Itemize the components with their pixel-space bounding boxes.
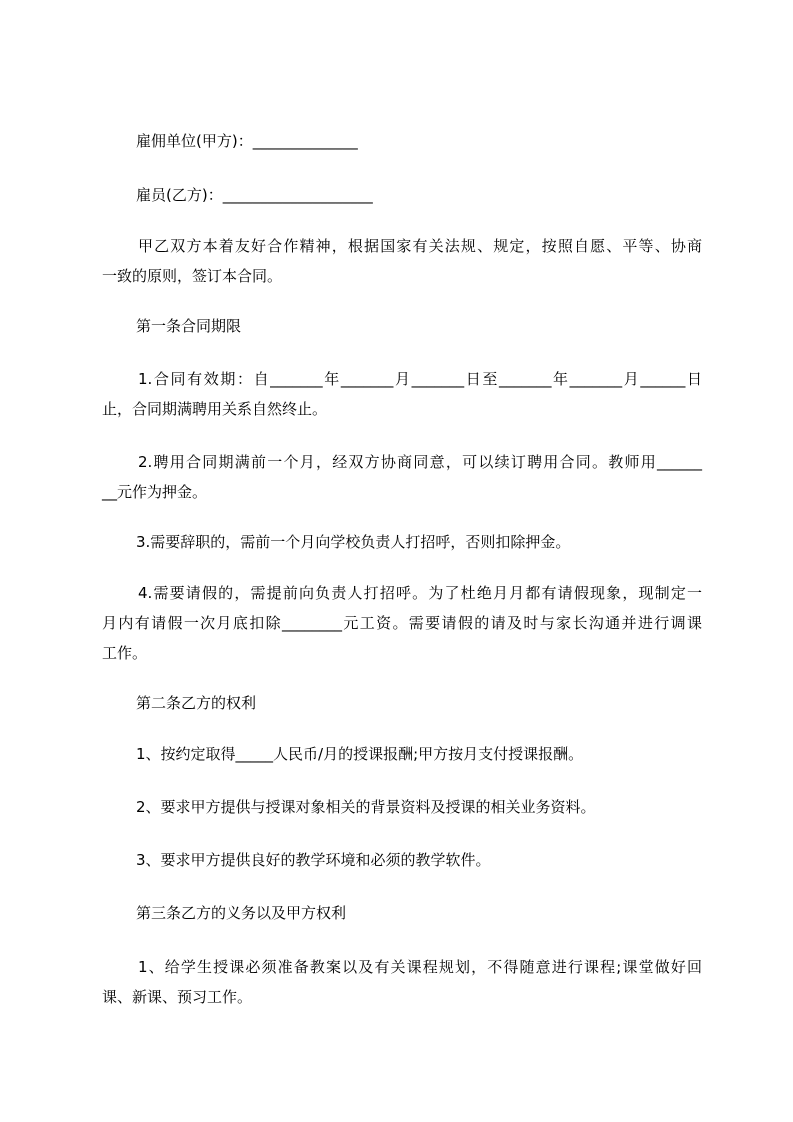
article-1-item-3-text: 3.需要辞职的，需前一个月向学校负责人打招呼，否则扣除押金。 (136, 533, 571, 551)
article-2-title-text: 第二条乙方的权利 (136, 694, 257, 712)
article-2-item-1-text: 1、按约定取得_____人民币/月的授课报酬;甲方按月支付授课报酬。 (136, 745, 584, 763)
party-a-text: 雇佣单位(甲方)：______________ (136, 132, 358, 150)
article-3-item-1-line-1: 1、给学生授课必须准备教案以及有关课程规划，不得随意进行课程;课堂做好回 (138, 958, 702, 976)
article-2-item-2-text: 2、要求甲方提供与授课对象相关的背景资料及授课的相关业务资料。 (136, 798, 596, 816)
article-1-title-text: 第一条合同期限 (136, 317, 242, 335)
party-a-line (136, 126, 736, 156)
article-3-item-1 (102, 952, 702, 1012)
article-1-item-4-line-2: 月内有请假一次月底扣除________元工资。需要请假的请及时与家长沟通并进行调课 (102, 614, 702, 632)
article-1-item-1-line-2: 止，合同期满聘用关系自然终止。 (102, 400, 328, 418)
article-3-item-1-line-2: 课、新课、预习工作。 (102, 988, 253, 1006)
article-3-title-text: 第三条乙方的义务以及甲方权利 (136, 904, 347, 922)
article-1-item-1 (102, 364, 702, 424)
article-1-item-4-line-3: 工作。 (102, 644, 148, 662)
article-2-item-2 (136, 792, 736, 822)
article-2-item-3-text: 3、要求甲方提供良好的教学环境和必须的教学软件。 (136, 851, 491, 869)
article-1-item-4-line-1: 4.需要请假的，需提前向负责人打招呼。为了杜绝月月都有请假现象，现制定一 (138, 584, 702, 602)
article-2-item-1 (136, 739, 736, 769)
intro-line-2: 一致的原则，签订本合同。 (102, 267, 283, 285)
article-1-item-2 (102, 447, 702, 507)
article-1-item-4 (102, 578, 702, 668)
party-b-line (136, 180, 736, 210)
article-2-item-3 (136, 845, 736, 875)
article-2-title (136, 688, 736, 718)
intro-line-1: 甲乙双方本着友好合作精神，根据国家有关法规、规定，按照自愿、平等、协商 (138, 237, 702, 255)
article-1-item-2-line-1: 2.聘用合同期满前一个月，经双方协商同意，可以续订聘用合同。教师用______ (138, 453, 702, 471)
article-1-item-1-line-1: 1.合同有效期：自_______年_______月_______日至_______年_______月______日 (138, 370, 702, 388)
article-3-title (136, 898, 736, 928)
party-b-text: 雇员(乙方)：____________________ (136, 186, 373, 204)
intro-paragraph (102, 231, 702, 291)
article-1-item-2-line-2: __元作为押金。 (102, 483, 208, 501)
article-1-title (136, 311, 736, 341)
article-1-item-3 (136, 527, 736, 557)
